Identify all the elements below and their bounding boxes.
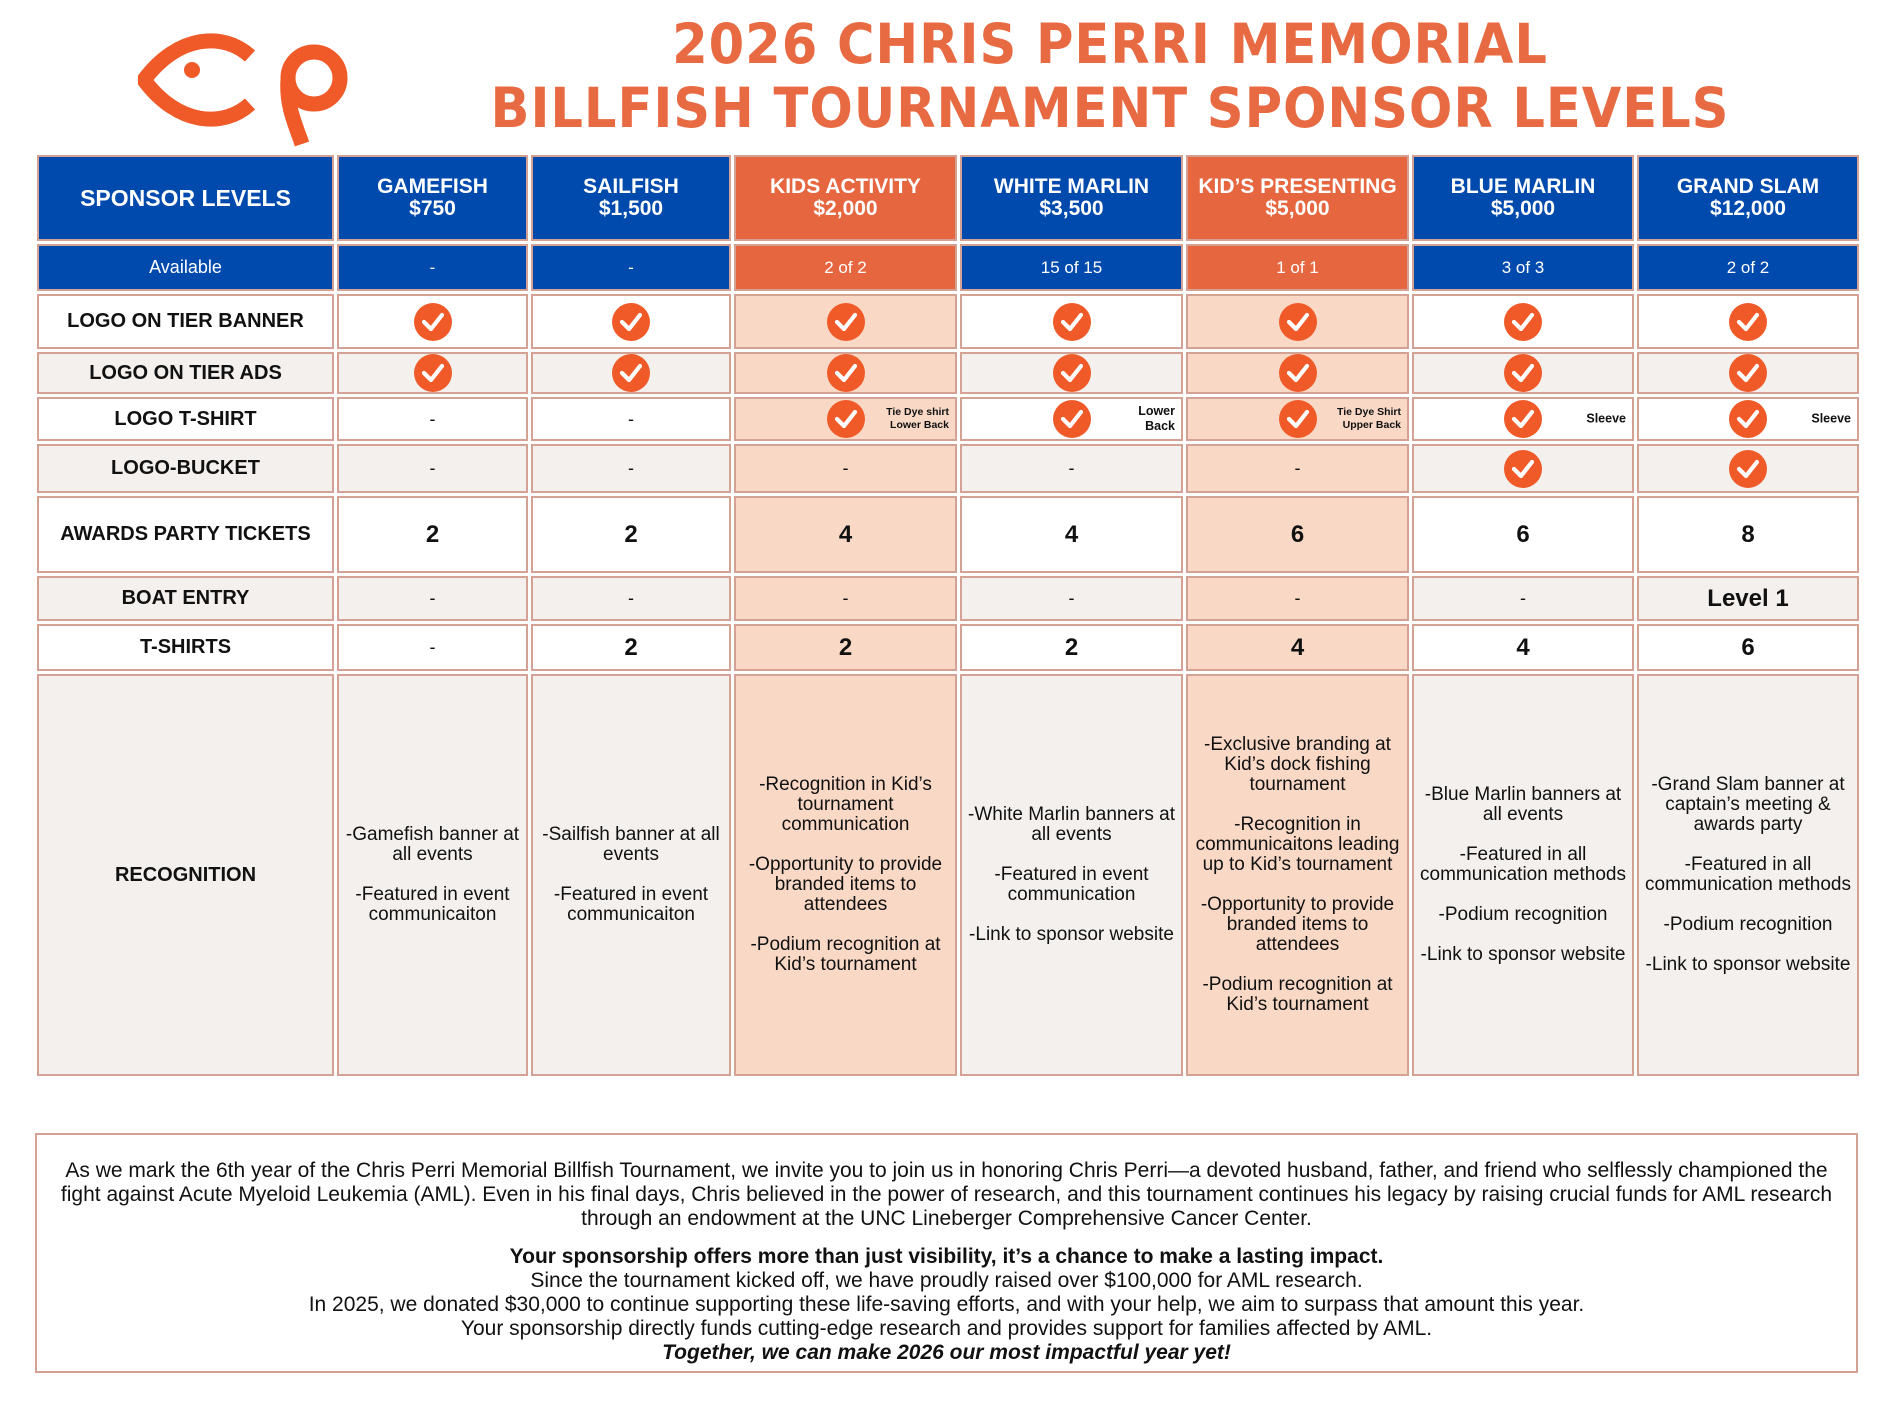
row-label: T-SHIRTS (37, 624, 334, 671)
recognition-item: -Featured in event communicaiton (355, 884, 510, 925)
check-icon (1729, 450, 1767, 488)
recognition-list (537, 825, 725, 925)
check-icon (1279, 400, 1317, 438)
available-row (37, 244, 1859, 291)
cell (960, 444, 1183, 493)
check-icon (1279, 354, 1317, 392)
row-logo-tier-ads (37, 352, 1859, 394)
cell-value: 2 (624, 633, 638, 661)
level-header (1186, 155, 1409, 241)
recognition-item: -Podium recognition (1663, 914, 1833, 935)
row-recognition (37, 674, 1859, 1076)
cell (1412, 397, 1634, 441)
level-name: WHITE MARLIN (993, 175, 1150, 198)
recognition-item: -Podium recognition (1438, 904, 1608, 925)
level-price: $2,000 (813, 197, 878, 220)
recognition-item: -Featured in event communication (994, 864, 1149, 905)
level-header (337, 155, 528, 241)
row-boat-entry (37, 576, 1859, 621)
cell (1186, 444, 1409, 493)
cell (1637, 352, 1859, 394)
not-included-dash: - (429, 637, 436, 657)
available-count: 1 of 1 (1186, 244, 1409, 291)
cell-content (1418, 354, 1628, 392)
cell (337, 496, 528, 573)
recognition-list (1643, 775, 1853, 975)
cell-value: 4 (1290, 633, 1305, 661)
recognition-list (343, 825, 522, 925)
header-row (37, 155, 1859, 241)
not-included-dash: - (628, 588, 634, 608)
note-line-1: Tie Dye Shirt (1337, 406, 1401, 418)
check-icon (827, 400, 865, 438)
cell (531, 674, 731, 1076)
not-included-dash: - (1068, 458, 1075, 478)
level-price: $5,000 (1490, 197, 1556, 220)
recognition-list (740, 775, 951, 975)
check-icon (1053, 354, 1091, 392)
cell-value: Level 1 (1707, 584, 1789, 612)
level-name: SAILFISH (583, 175, 679, 198)
level-price: $3,500 (1039, 197, 1104, 220)
cell-value: 6 (1516, 520, 1530, 548)
corner-label: SPONSOR LEVELS (37, 155, 334, 241)
tshirt-placement-note (1811, 412, 1851, 427)
not-included-dash: - (429, 408, 436, 429)
row-logo-tshirt (37, 397, 1859, 441)
cell-content (1192, 354, 1403, 392)
cell (1412, 352, 1634, 394)
check-icon (1279, 303, 1317, 341)
cell (960, 294, 1183, 349)
note-line-2: Back (1145, 419, 1175, 433)
recognition-item: -Podium recognition at Kid’s tournament (1202, 974, 1393, 1015)
level-header (960, 155, 1183, 241)
check-icon (1729, 400, 1767, 438)
note-line-1: Lower (1138, 404, 1175, 418)
cell (337, 397, 528, 441)
check-icon (1504, 400, 1542, 438)
level-header (734, 155, 957, 241)
cell-content (537, 354, 725, 392)
cell (734, 496, 957, 573)
cell (960, 674, 1183, 1076)
check-icon (827, 303, 865, 341)
available-label: Available (37, 244, 334, 291)
cell-content (966, 399, 1177, 439)
cell-content (1418, 446, 1628, 491)
check-icon (1053, 303, 1091, 341)
recognition-item: -Gamefish banner at all events (345, 824, 520, 865)
cell (960, 576, 1183, 621)
row-label: BOAT ENTRY (37, 576, 334, 621)
row-label: AWARDS PARTY TICKETS (37, 496, 334, 573)
recognition-item: -Featured in all communication methods (1420, 844, 1626, 885)
recognition-list (1192, 735, 1403, 1015)
row-logo-tier-banner (37, 294, 1859, 349)
check-icon (1504, 303, 1542, 341)
cell (734, 444, 957, 493)
cell-content (966, 296, 1177, 347)
cell (1412, 294, 1634, 349)
cell (531, 397, 731, 441)
cell-content (343, 296, 522, 347)
cell (1637, 397, 1859, 441)
cell-content (740, 399, 951, 439)
level-price: $12,000 (1710, 197, 1786, 220)
available-count: 2 of 2 (734, 244, 957, 291)
cell (734, 624, 957, 671)
not-included-dash: - (429, 588, 436, 608)
not-included-dash: - (842, 588, 849, 608)
cell-content (1418, 296, 1628, 347)
cell (531, 352, 731, 394)
row-logo-bucket (37, 444, 1859, 493)
cell-value: 4 (1064, 520, 1079, 548)
not-included-dash: - (1294, 588, 1301, 608)
row-label: RECOGNITION (37, 674, 334, 1076)
cell-content (1418, 399, 1628, 439)
footer-headline: Your sponsorship offers more than just visibility, it’s a chance to make a lasting impact. (509, 1245, 1384, 1268)
tshirt-placement-note (1586, 412, 1626, 427)
footer-line-3: Your sponsorship directly funds cutting-edge research and provides support for families affected by AML. (460, 1317, 1433, 1340)
cell (337, 352, 528, 394)
cell (960, 624, 1183, 671)
recognition-item: -Recognition in Kid’s tournament communication (759, 774, 932, 835)
check-icon (1504, 354, 1542, 392)
title-line-2: BILLFISH TOURNAMENT SPONSOR LEVELS (490, 76, 1730, 140)
cell-content (343, 354, 522, 392)
cell-content (966, 354, 1177, 392)
level-name: GAMEFISH (377, 175, 488, 198)
cell-content (740, 296, 951, 347)
cell-content (1643, 446, 1853, 491)
cell (1186, 674, 1409, 1076)
level-price: $750 (409, 197, 456, 220)
not-included-dash: - (628, 408, 634, 429)
cell (1412, 624, 1634, 671)
cell (1186, 576, 1409, 621)
cell (531, 624, 731, 671)
cell-value: 2 (624, 520, 638, 548)
note-line-1: Sleeve (1586, 411, 1626, 426)
cell-content (1643, 399, 1853, 439)
row-tshirts (37, 624, 1859, 671)
recognition-item: -White Marlin banners at all events (968, 804, 1175, 845)
note-line-2: Lower Back (890, 419, 949, 431)
cell (531, 576, 731, 621)
not-included-dash: - (429, 458, 436, 478)
recognition-item: -Featured in event communicaiton (553, 884, 709, 925)
check-icon (612, 354, 650, 392)
cell-value: 2 (425, 520, 440, 548)
row-awards-party-tickets (37, 496, 1859, 573)
cell-value: 4 (1516, 633, 1530, 661)
check-icon (414, 303, 452, 341)
cell-content (1192, 399, 1403, 439)
cell (960, 397, 1183, 441)
cell (337, 444, 528, 493)
cell (960, 352, 1183, 394)
cell (1412, 576, 1634, 621)
note-line-2: Upper Back (1342, 419, 1401, 431)
cell-value: 2 (838, 633, 853, 661)
cell (734, 397, 957, 441)
footer-line-2: In 2025, we donated $30,000 to continue supporting these life-saving efforts, and with your help, we aim to surpass that amount this year. (308, 1293, 1585, 1316)
recognition-item: -Sailfish banner at all events (542, 824, 720, 865)
recognition-list (966, 805, 1177, 945)
footer-line-1: Since the tournament kicked off, we have proudly raised over $100,000 for AML research. (530, 1269, 1363, 1292)
note-line-1: Tie Dye shirt (886, 406, 949, 418)
recognition-item: -Opportunity to provide branded items to attendees (1200, 894, 1395, 955)
footer-message (35, 1133, 1858, 1373)
check-icon (1504, 450, 1542, 488)
page-title (468, 12, 1751, 140)
cell (734, 576, 957, 621)
available-count: 3 of 3 (1412, 244, 1634, 291)
recognition-item: -Exclusive branding at Kid’s dock fishing tournament (1204, 734, 1391, 795)
cell-content (537, 296, 725, 347)
cell (734, 674, 957, 1076)
level-price: $5,000 (1265, 197, 1330, 220)
title-line-1: 2026 CHRIS PERRI MEMORIAL (672, 12, 1548, 76)
cell (337, 294, 528, 349)
available-count: 15 of 15 (960, 244, 1183, 291)
cell (1637, 444, 1859, 493)
cell (1186, 294, 1409, 349)
cell (1637, 576, 1859, 621)
cell-value: 4 (838, 520, 853, 548)
cell (1186, 624, 1409, 671)
cell (1637, 674, 1859, 1076)
cell (531, 496, 731, 573)
recognition-item: -Link to sponsor website (1420, 944, 1626, 965)
check-icon (414, 354, 452, 392)
cell (1637, 496, 1859, 573)
footer-closing: Together, we can make 2026 our most impactful year yet! (662, 1341, 1231, 1364)
not-included-dash: - (1294, 458, 1301, 478)
level-name: GRAND SLAM (1676, 175, 1820, 198)
cp-fish-logo (138, 28, 368, 148)
available-count: - (337, 244, 528, 291)
cell (1412, 496, 1634, 573)
cell (734, 294, 957, 349)
cell (337, 674, 528, 1076)
recognition-list (1418, 785, 1628, 965)
cell (1412, 444, 1634, 493)
recognition-item: -Opportunity to provide branded items to attendees (748, 854, 943, 915)
cell (1637, 624, 1859, 671)
recognition-item: -Grand Slam banner at captain’s meeting & awards party (1651, 774, 1845, 835)
cell-value: 2 (1064, 633, 1079, 661)
cell-value: 6 (1290, 520, 1305, 548)
cell (1186, 352, 1409, 394)
level-name: KIDS ACTIVITY (770, 175, 921, 198)
cell-value: 6 (1741, 633, 1755, 661)
recognition-item: -Recognition in communicaitons leading up to Kid’s tournament (1195, 814, 1400, 875)
recognition-item: -Featured in all communication methods (1645, 854, 1851, 895)
tshirt-placement-note (1337, 406, 1401, 432)
row-label: LOGO-BUCKET (37, 444, 334, 493)
recognition-item: -Blue Marlin banners at all events (1424, 784, 1622, 825)
recognition-item: -Link to sponsor website (969, 924, 1174, 945)
level-price: $1,500 (598, 197, 664, 220)
row-label: LOGO T-SHIRT (37, 397, 334, 441)
note-line-1: Sleeve (1811, 411, 1851, 426)
not-included-dash: - (1068, 588, 1075, 608)
row-label: LOGO ON TIER ADS (37, 352, 334, 394)
cell (960, 496, 1183, 573)
sponsor-levels-table (34, 152, 1862, 1079)
footer-intro: As we mark the 6th year of the Chris Perri Memorial Billfish Tournament, we invite you to join us in honoring Chris Perri—a devoted husband, father, and friend who selflessly championed the fight against Acute Myeloid Leukemia (AML). Even in his final days, Chris believed in the power of research, and this tournament continues his legacy by raising crucial funds for AML research through an endowment at the UNC Lineberger Comprehensive Cancer Center. (60, 1159, 1833, 1230)
cell (1186, 397, 1409, 441)
check-icon (827, 354, 865, 392)
recognition-item: -Link to sponsor website (1645, 954, 1851, 975)
check-icon (1729, 354, 1767, 392)
not-included-dash: - (842, 458, 849, 478)
level-header (531, 155, 731, 241)
recognition-item: -Podium recognition at Kid’s tournament (750, 934, 941, 975)
cell-content (1643, 296, 1853, 347)
cell (734, 352, 957, 394)
check-icon (612, 303, 650, 341)
cell (337, 624, 528, 671)
cell-content (1192, 296, 1403, 347)
available-count: 2 of 2 (1637, 244, 1859, 291)
cell (1186, 496, 1409, 573)
level-name: KID’S PRESENTING (1198, 175, 1397, 198)
row-label: LOGO ON TIER BANNER (37, 294, 334, 349)
check-icon (1053, 400, 1091, 438)
cell (1637, 294, 1859, 349)
tshirt-placement-note (886, 406, 949, 432)
check-icon (1729, 303, 1767, 341)
tshirt-placement-note (1138, 404, 1175, 434)
cell (531, 294, 731, 349)
level-header (1637, 155, 1859, 241)
available-count: - (531, 244, 731, 291)
cell (531, 444, 731, 493)
cell-value: 8 (1741, 520, 1755, 548)
cell-content (1643, 354, 1853, 392)
cell (1412, 674, 1634, 1076)
level-header (1412, 155, 1634, 241)
not-included-dash: - (628, 458, 634, 478)
cell (337, 576, 528, 621)
not-included-dash: - (1520, 588, 1526, 608)
cell-content (740, 354, 951, 392)
level-name: BLUE MARLIN (1450, 175, 1596, 198)
